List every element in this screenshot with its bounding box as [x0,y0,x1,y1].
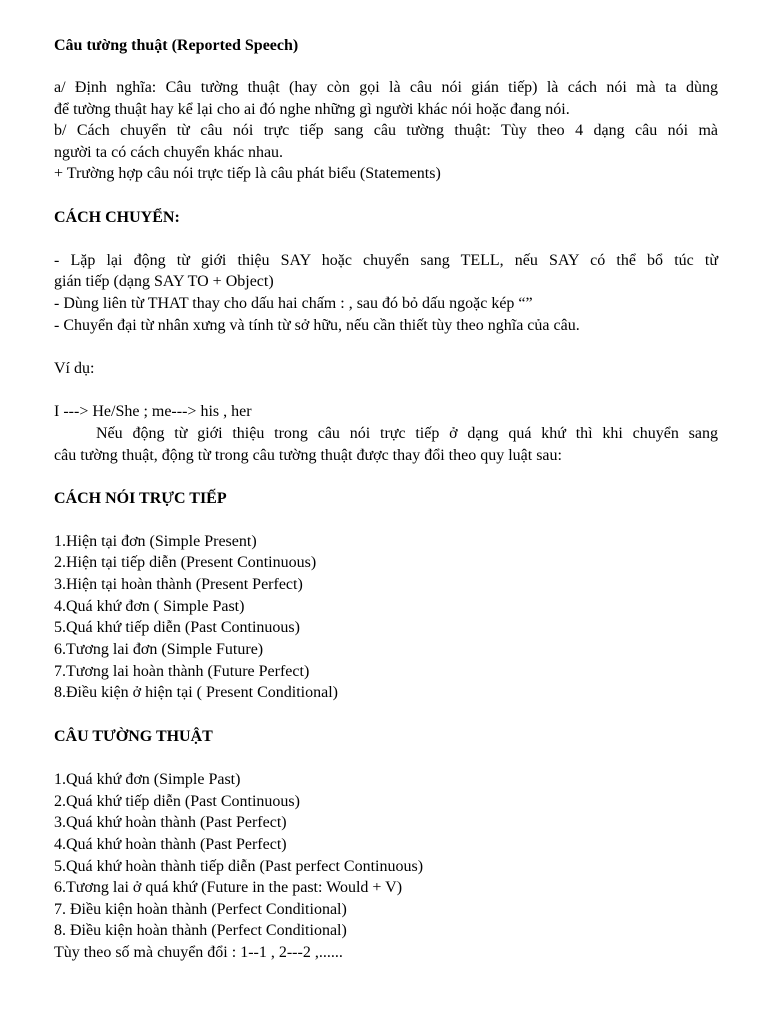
conversion-intro-line-2: người ta có cách chuyển khác nhau. [54,144,284,161]
direct-item: 7.Tương lai hoàn thành (Future Perfect) [54,663,310,680]
direct-item: 8.Điều kiện ở hiện tại ( Present Conditional) [54,684,338,701]
reported-item: 2.Quá khứ tiếp diễn (Past Continuous) [54,793,300,810]
reported-item: 4.Quá khứ hoàn thành (Past Perfect) [54,836,287,853]
page-title: Câu tường thuật (Reported Speech) [54,37,299,54]
reported-item: 7. Điều kiện hoàn thành (Perfect Conditional) [54,901,347,918]
conversion-footer: Tùy theo số mà chuyển đổi : 1--1 , 2---2 ,...... [54,944,343,961]
convert-rule-1-line-2: gián tiếp (dạng SAY TO + Object) [54,273,274,290]
pronoun-mapping: I ---> He/She ; me---> his , her [54,403,252,420]
reported-item: 6.Tương lai ở quá khứ (Future in the past: Would + V) [54,879,403,896]
direct-item: 1.Hiện tại đơn (Simple Present) [54,533,257,550]
direct-item: 6.Tương lai đơn (Simple Future) [54,641,264,658]
reported-speech-heading: CÂU TƯỜNG THUẬT [54,728,213,745]
reported-item: 1.Quá khứ đơn (Simple Past) [54,771,241,788]
convert-rule-3: - Chuyển đại từ nhân xưng và tính từ sở hữu, nếu cần thiết tùy theo nghĩa của câu. [54,317,580,334]
direct-item: 5.Quá khứ tiếp diễn (Past Continuous) [54,619,300,636]
convert-heading: CÁCH CHUYỂN: [54,209,180,226]
tense-note-line-1: Nếu động từ giới thiệu trong câu nói trực tiếp ở dạng quá khứ thì khi chuyển sang [96,425,718,442]
reported-item: 8. Điều kiện hoàn thành (Perfect Conditional) [54,922,347,939]
direct-item: 3.Hiện tại hoàn thành (Present Perfect) [54,576,303,593]
definition-line-2: để tường thuật hay kể lại cho ai đó nghe những gì người khác nói hoặc đang nói. [54,101,570,118]
direct-item: 4.Quá khứ đơn ( Simple Past) [54,598,245,615]
tense-note-line-2: câu tường thuật, động từ trong câu tường thuật được thay đổi theo quy luật sau: [54,447,562,464]
direct-speech-heading: CÁCH NÓI TRỰC TIẾP [54,490,227,507]
statements-case: + Trường hợp câu nói trực tiếp là câu phát biểu (Statements) [54,165,441,182]
convert-rule-2: - Dùng liên từ THAT thay cho dấu hai chấm : , sau đó bỏ dấu ngoặc kép “” [54,295,533,312]
reported-item: 5.Quá khứ hoàn thành tiếp diễn (Past perfect Continuous) [54,858,424,875]
direct-item: 2.Hiện tại tiếp diễn (Present Continuous) [54,554,317,571]
reported-item: 3.Quá khứ hoàn thành (Past Perfect) [54,814,287,831]
convert-rule-1-line-1: - Lặp lại động từ giới thiệu SAY hoặc chuyển sang TELL, nếu SAY có thể bổ túc từ [54,252,718,269]
definition-line-1: a/ Định nghĩa: Câu tường thuật (hay còn gọi là câu nói gián tiếp) là cách nói mà ta dùng [54,79,718,96]
example-label: Ví dụ: [54,360,95,377]
conversion-intro-line-1: b/ Cách chuyển từ câu nói trực tiếp sang câu tường thuật: Tùy theo 4 dạng câu nói mà [54,122,718,139]
